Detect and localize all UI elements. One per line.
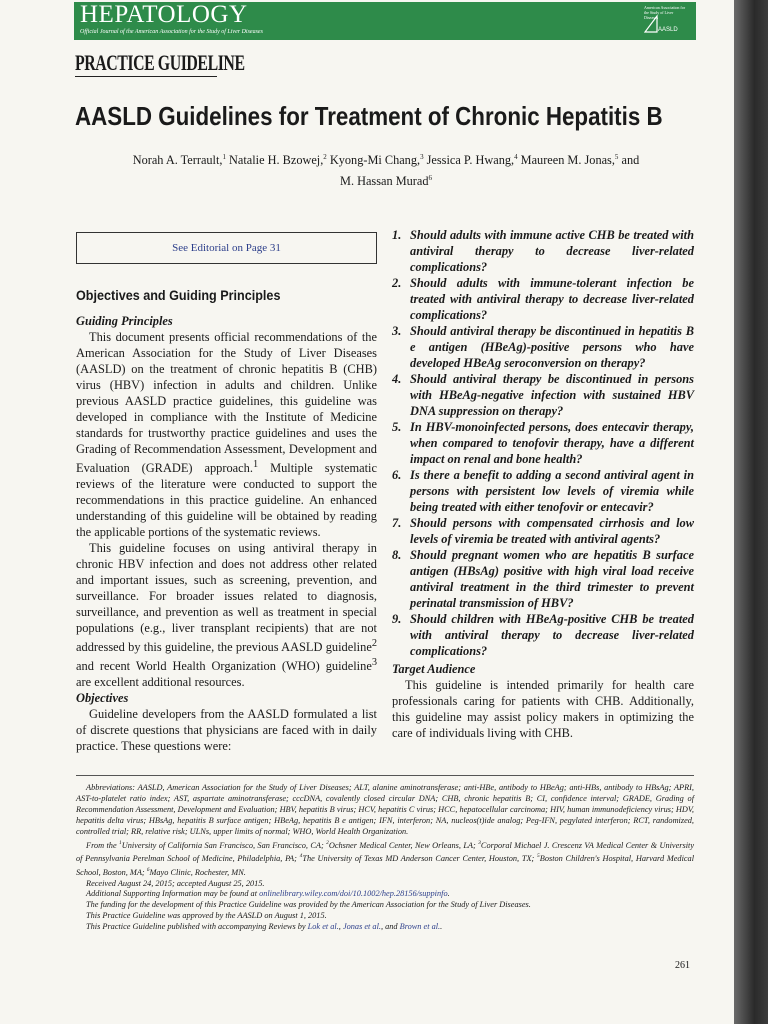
footnote-text: University of California San Francisco, San Francisco, CA; (121, 840, 327, 850)
journal-subtitle: Official Journal of the American Association for the Study of Liver Diseases (80, 29, 263, 35)
reference-marker: 2 (371, 638, 377, 650)
paragraph-2 (76, 540, 377, 690)
question-number: 8. (392, 548, 402, 562)
footnote-funding: The funding for the development of this Practice Guideline was provided by the American Association for the Study of Liver Diseases. (86, 900, 531, 910)
journal-name: HEPATOLOGY (80, 1, 248, 28)
question-list (392, 227, 694, 659)
question-number: 9. (392, 612, 402, 626)
article-title: AASLD Guidelines for Treatment of Chronic Hepatitis B (75, 101, 663, 131)
question-number: 3. (392, 324, 402, 338)
question-text: Should adults with immune active CHB be treated with antiviral therapy to decrease liver-related complications? (410, 228, 694, 274)
question-number: 2. (392, 276, 402, 290)
footnote-text: This Practice Guideline published with accompanying Reviews by (86, 922, 308, 932)
affiliation-marker: 3 (478, 839, 481, 846)
footnote-text: , (338, 922, 343, 932)
list-item (392, 275, 694, 323)
affiliation-marker: 4 (299, 853, 303, 860)
review-link-jonas[interactable]: Jonas et al. (342, 922, 381, 932)
author-list (76, 148, 696, 190)
author-name: Kyong-Mi Chang, (329, 153, 421, 168)
author-name: Maureen M. Jonas, (520, 153, 615, 168)
question-number: 7. (392, 516, 402, 530)
author-name: Norah A. Terrault, (132, 153, 223, 168)
author-affiliation: 5 (614, 153, 619, 161)
author-affiliation: 2 (323, 153, 327, 161)
paragraph-text: This guideline focuses on using antiviral therapy in chronic HBV infection and does not address other related and important issues, such as screening, prevention, and surveillance. For broader issues related to diagnosis, surveillance, and prevention as well as treatment in special populations (e.g., liver transplant recipients) that are not addressed by this guideline, the previous AASLD guideline (76, 541, 377, 655)
paragraph-text: This document presents official recommendations of the American Association for the Study of Liver Diseases (AASLD) on the treatment of chronic hepatitis B (CHB) virus (HBV) infection in adults and children. Unlike previous AASLD practice guidelines, this guideline was developed in compliance with the Institute of Medicine standards for trustworthy practice guidelines and uses the Grading of Recommendation Assessment, Development and Evaluation (GRADE) approach. (76, 330, 377, 476)
subheading-objectives: Objectives (76, 691, 129, 706)
left-column (76, 313, 377, 754)
right-column (392, 227, 694, 741)
question-text: Should adults with immune-tolerant infection be treated with antiviral therapy to decrease liver-related complications? (410, 276, 694, 322)
author-affiliation: 6 (428, 174, 432, 183)
aasld-logo (642, 5, 690, 37)
paragraph-1 (76, 329, 377, 540)
question-text: Should antiviral therapy be discontinued in persons with HBeAg-negative infection with sustained HBV DNA suppression on therapy? (410, 372, 694, 418)
affiliation-marker: 5 (537, 853, 540, 860)
logo-caption: American Association for the Study of Liver Diseases (644, 5, 686, 20)
footnote-supporting (76, 889, 694, 900)
logo-mark-icon (644, 15, 658, 33)
footnote-affiliations (76, 838, 694, 879)
footnote-text: Corporal Michael J. Crescenz VA Medical Center & University of Pennsylvania Perelman School of Medicine, Philadelphia, PA; (76, 840, 695, 863)
paragraph-text: Multiple systematic reviews of the literature were conducted to support the recommendations in this practice guideline. An enhanced understanding of this guideline will be obtained by reading the applicable portions of the systematic reviews. (76, 461, 377, 540)
logo-text: AASLD (658, 27, 678, 33)
author-affiliation: 1 (222, 153, 226, 161)
footnote-approved: This Practice Guideline was approved by the AASLD on August 1, 2015. (86, 911, 327, 921)
editorial-link[interactable]: See Editorial on Page 31 (76, 232, 377, 264)
list-item (392, 611, 694, 659)
paragraph-text: and recent World Health Organization (WHO) guideline (76, 659, 372, 674)
question-text: Should antiviral therapy be discontinued in hepatitis B e antigen (HBeAg)-positive persons who have developed HBeAg seroconversion on therapy? (410, 324, 694, 370)
list-item (392, 515, 694, 547)
author-conjunction: and (621, 153, 640, 168)
affiliation-marker: 1 (119, 839, 122, 846)
list-item (392, 227, 694, 275)
article-type-underline (75, 76, 217, 77)
author-name: Jessica P. Hwang, (426, 153, 515, 168)
footnote-text: , and (380, 922, 400, 932)
footnote-received: Received August 24, 2015; accepted August 25, 2015. (86, 878, 265, 888)
review-link-brown[interactable]: Brown et al. (399, 922, 441, 932)
list-item (392, 547, 694, 611)
author-affiliation: 4 (514, 153, 518, 161)
question-number: 4. (392, 372, 402, 386)
footnote-divider (76, 775, 694, 776)
question-number: 5. (392, 420, 402, 434)
footnote-text: . (440, 922, 443, 932)
footnote-abbreviations: Abbreviations: AASLD, American Association for the Study of Liver Diseases; ALT, alanine aminotransferase; anti-HBe, antibody to HBeAg; anti-HBs, antibody to HBsAg; APRI, AST-to-platelet ratio index; AST, aspartate aminotransferase; cccDNA, covalently closed circular DNA; CHB, chronic hepatitis B; CI, confidence interval; GRADE, Grading of Recommendation Assessment, Development and Evaluation; HBV, hepatitis B virus; HCV, hepatitis C virus; HCC, hepatocellular carcinoma; HIV, human immunodeficiency virus; HDV, hepatitis delta virus; HBsAg, hepatitis B surface antigen; HBeAg, hepatitis B e antigen; IFN, interferon; NA, nucleos(t)ide analog; Peg-IFN, pegylated interferon; RCT, randomized, controlled trial; RR, relative risk; ULNs, upper limits of normal; WHO, World Health Organization. (76, 783, 694, 836)
footnotes (76, 783, 694, 933)
subheading-target-audience: Target Audience (392, 662, 476, 676)
question-text: Is there a benefit to adding a second antiviral agent in persons with persistent low levels of viremia while being treated with either tenofovir or entecavir? (410, 468, 694, 514)
paragraph-audience: This guideline is intended primarily for health care professionals caring for patients with CHB. Additionally, this guideline may assist policy makers in optimizing the care of individuals living with CHB. (392, 678, 694, 740)
footnote-text: The University of Texas MD Anderson Cancer Center, Houston, TX; (302, 853, 538, 863)
reference-marker: 1 (252, 459, 259, 470)
question-number: 6. (392, 468, 402, 482)
paragraph-3: Guideline developers from the AASLD formulated a list of discrete questions that physicians are faced with in daily practice. These questions were: (76, 707, 377, 754)
list-item (392, 323, 694, 371)
footnote-text: . (447, 889, 450, 899)
author-affiliation: 3 (420, 153, 424, 161)
article-type: PRACTICE GUIDELINE (75, 50, 245, 75)
page-number: 261 (675, 960, 690, 971)
list-item (392, 419, 694, 467)
footnote-text: Additional Supporting Information may be found at (86, 889, 260, 899)
affiliation-marker: 6 (146, 866, 150, 873)
question-text: Should children with HBeAg-positive CHB be treated with antiviral therapy to decrease liver-related complications? (410, 612, 694, 658)
supporting-info-link[interactable]: onlinelibrary.wiley.com/doi/10.1002/hep.28156/suppinfo (259, 889, 448, 899)
question-text: In HBV-monoinfected persons, does entecavir therapy, when compared to tenofovir therapy, have a different impact on renal and bone health? (410, 420, 694, 466)
footnote-text: Ochsner Medical Center, New Orleans, LA; (328, 840, 479, 850)
list-item (392, 371, 694, 419)
footnote-text: Boston Children's Hospital, Harvard Medical School, Boston, MA; (76, 853, 695, 877)
list-item (392, 467, 694, 515)
subheading-guiding-principles: Guiding Principles (76, 314, 173, 328)
section-heading: Objectives and Guiding Principles (76, 287, 281, 303)
footnote-text: Mayo Clinic, Rochester, MN. (149, 867, 246, 877)
footnote-published (76, 922, 694, 933)
journal-banner (74, 2, 696, 40)
question-text: Should pregnant women who are hepatitis B surface antigen (HBsAg) positive with high viral load receive antiviral treatment in the third trimester to prevent perinatal transmission of HBV? (410, 548, 694, 610)
page-edge-shadow (734, 0, 768, 1024)
reference-marker: 3 (371, 657, 377, 669)
question-text: Should persons with compensated cirrhosis and low levels of viremia be treated with antiviral agents? (410, 516, 694, 546)
question-number: 1. (392, 228, 402, 242)
paragraph-text: are excellent additional resources. (76, 675, 245, 690)
author-name: Natalie H. Bzowej, (229, 153, 324, 168)
footnote-text: From the (86, 840, 120, 850)
author-name: M. Hassan Murad (340, 174, 429, 189)
affiliation-marker: 2 (326, 839, 329, 846)
review-link-lok[interactable]: Lok et al. (307, 922, 339, 932)
